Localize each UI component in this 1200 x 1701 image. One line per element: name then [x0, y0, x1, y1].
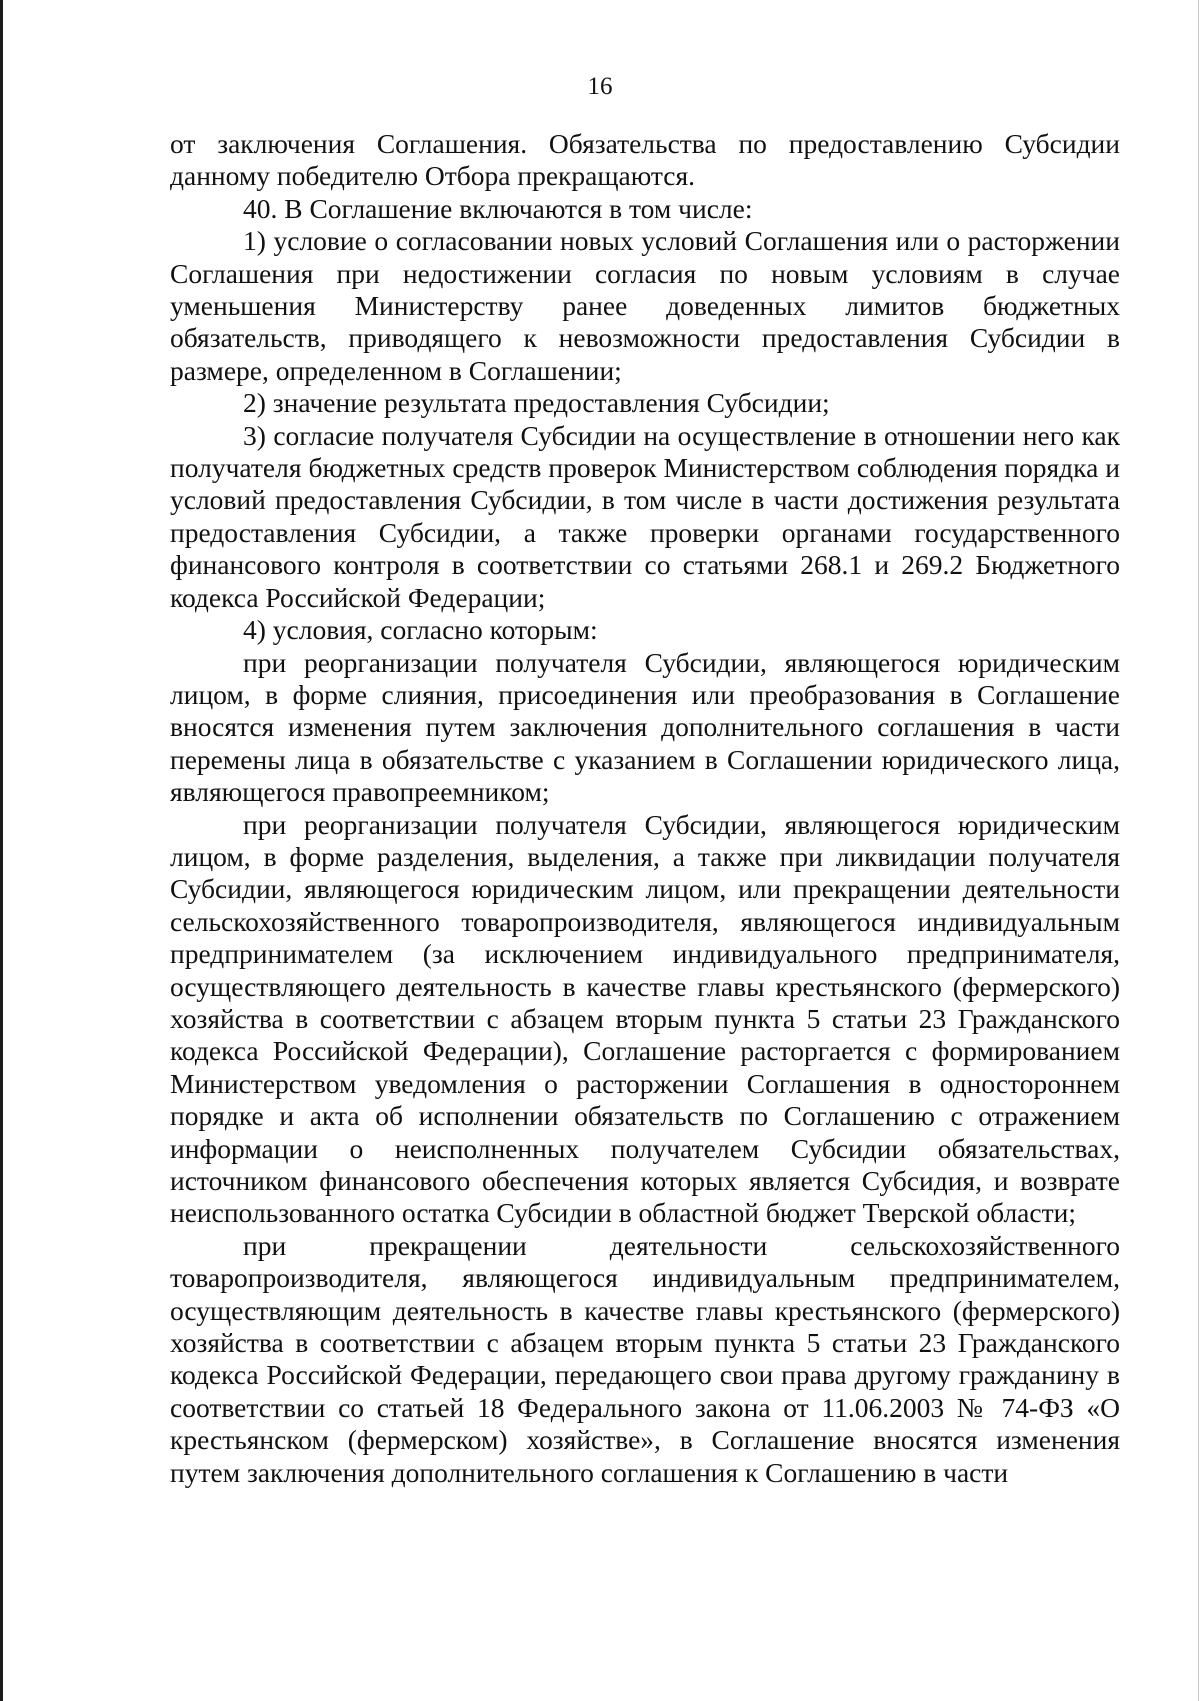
scan-right-edge: [1198, 0, 1199, 1701]
paragraph-reorganization-division: при реорганизации получателя Субсидии, являющегося юридическим лицом, в форме разделения, выделения, а также при ликвидации получателя Субсидии, являющегося юридическим лицом, или прекращении деятельности сельскохозяйственного товаропроизводителя, являющегося индивидуальным предпринимателем (за исключением индивидуального предпринимателя, осуществляющего деятельность в качестве главы крестьянского (фермерского) хозяйства в соответствии с абзацем вторым пункта 5 статьи 23 Гражданского кодекса Российской Федерации), Соглашение расторгается с формированием Министерством уведомления о расторжении Соглашения в одностороннем порядке и акта об исполнении обязательств по Соглашению с отражением информации о неисполненных получателем Субсидии обязательствах, источником финансового обеспечения которых является Субсидия, и возврате неиспользованного остатка Субсидии в областной бюджет Тверской области;: [170, 808, 1120, 1229]
paragraph-item-4: 4) условия, согласно которым:: [243, 614, 598, 646]
document-body: [170, 128, 1120, 1489]
page-number: 16: [587, 73, 613, 100]
paragraph-continuation: от заключения Соглашения. Обязательства по предоставлению Субсидии данному победителю Отбора прекращаются.: [170, 128, 1120, 192]
paragraph-item-3: 3) согласие получателя Субсидии на осуществление в отношении него как получателя бюджетных средств проверок Министерством соблюдения порядка и условий предоставления Субсидии, в том числе в части достижения результата предоставления Субсидии, а также проверки органами государственного финансового контроля в соответствии со статьями 268.1 и 269.2 Бюджетного кодекса Российской Федерации;: [170, 419, 1120, 613]
scan-left-edge: [0, 0, 3, 1701]
paragraph-clause-40: 40. В Соглашение включаются в том числе:: [243, 192, 753, 224]
paragraph-reorganization-merger: при реорганизации получателя Субсидии, являющегося юридическим лицом, в форме слияния, присоединения или преобразования в Соглашение вносятся изменения путем заключения дополнительного соглашения в части перемены лица в обязательстве с указанием в Соглашении юридического лица, являющегося правопреемником;: [170, 646, 1120, 808]
paragraph-termination-farm: при прекращении деятельности сельскохозяйственного товаропроизводителя, являющегося индивидуальным предпринимателем, осуществляющим деятельность в качестве главы крестьянского (фермерского) хозяйства в соответствии с абзацем вторым пункта 5 статьи 23 Гражданского кодекса Российской Федерации, передающего свои права другому гражданину в соответствии со статьей 18 Федерального закона от 11.06.2003 № 74-ФЗ «О крестьянском (фермерском) хозяйстве», в Соглашение вносятся изменения путем заключения дополнительного соглашения к Соглашению в части: [170, 1229, 1120, 1488]
paragraph-item-2: 2) значение результата предоставления Субсидии;: [243, 387, 830, 419]
paragraph-item-1: 1) условие о согласовании новых условий Соглашения или о расторжении Соглашения при недостижении согласия по новым условиям в случае уменьшения Министерству ранее доведенных лимитов бюджетных обязательств, приводящего к невозможности предоставления Субсидии в размере, определенном в Соглашении;: [170, 225, 1120, 386]
